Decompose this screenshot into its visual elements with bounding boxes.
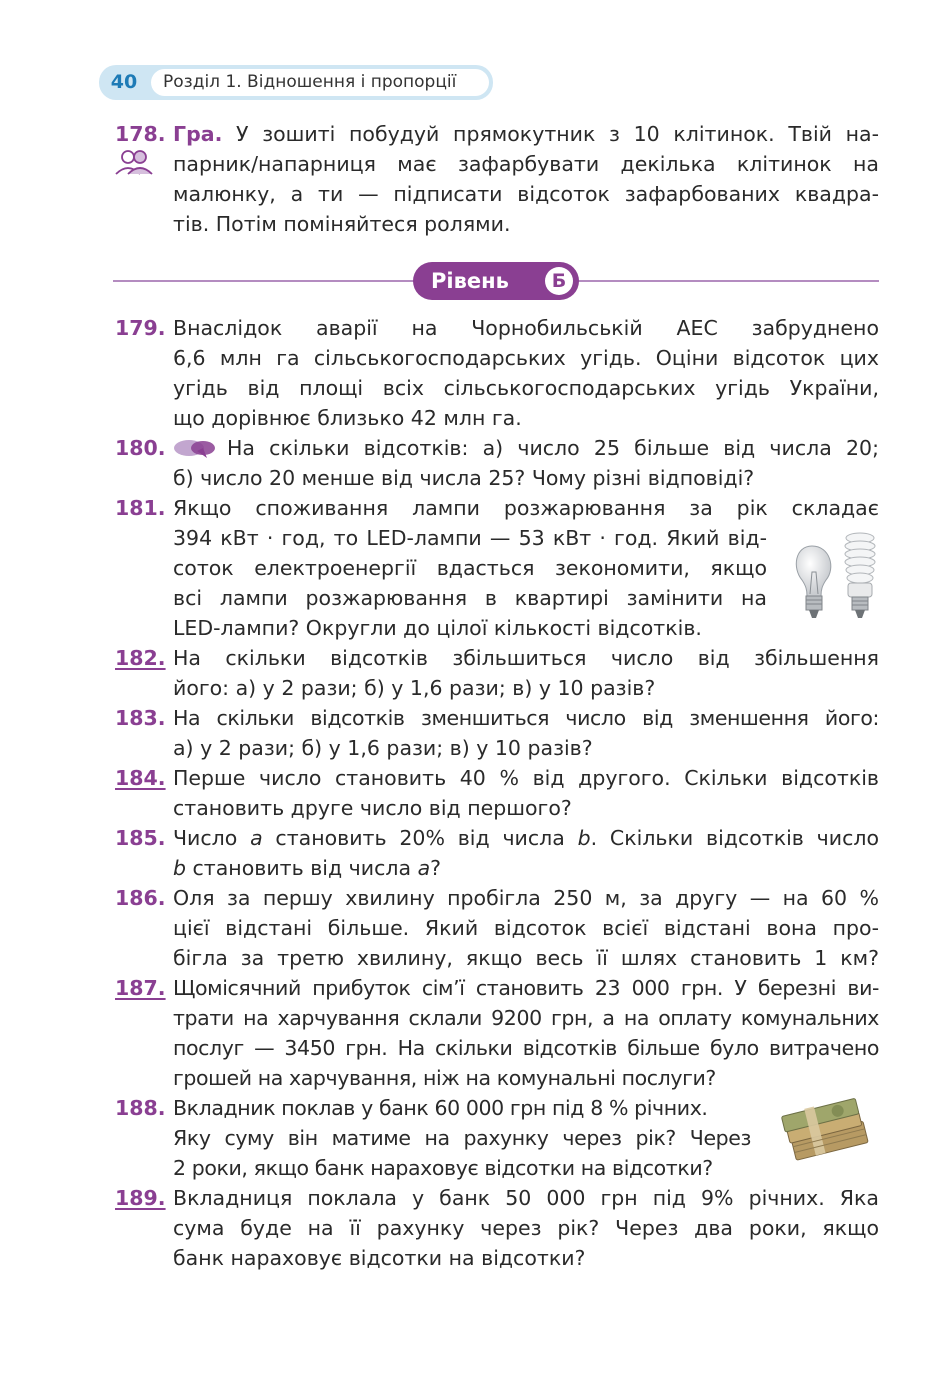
problem-number-180: 180. xyxy=(115,436,166,460)
problem-188-line-1: Вкладник поклав у банк 60 000 грн під 8 % річних. xyxy=(173,1096,708,1120)
problem-178-line-2: парник/напарниця має зафарбувати декілька клітинок на xyxy=(173,152,879,176)
problem-189-line-2: сума буде на її рахунку через рік? Через два роки, якщо xyxy=(173,1216,879,1240)
variable-a: a xyxy=(417,856,431,880)
chapter-title: Розділ 1. Відношення і пропорції xyxy=(151,69,489,96)
problem-186-line-2: цієї відстані більше. Який відсоток всієї відстані вона про- xyxy=(173,916,879,940)
variable-b: b xyxy=(173,856,187,880)
problem-187-line-1: Щомісячний прибуток сім’ї становить 23 000 грн. У березні ви- xyxy=(173,976,879,1000)
discussion-icon xyxy=(173,438,217,460)
problem-189-line-3: банк нараховує відсотки на відсотки? xyxy=(173,1246,586,1270)
problem-187-line-3: послуг — 3450 грн. На скільки відсотків більше було витрачено xyxy=(173,1036,879,1060)
problem-184-line-1: Перше число становить 40 % від другого. Скільки відсотків xyxy=(173,766,879,790)
problem-188-line-3: 2 роки, якщо банк нараховує відсотки на відсотки? xyxy=(173,1156,713,1180)
pair-work-icon xyxy=(112,148,156,178)
money-stack-image xyxy=(780,1090,875,1162)
level-letter: Б xyxy=(545,267,573,295)
page-header xyxy=(99,65,493,100)
problem-189-line-1: Вкладниця поклала у банк 50 000 грн під 9% річних. Яка xyxy=(173,1186,879,1210)
problem-187-line-2: трати на харчування склали 9200 грн, а на оплату комунальних xyxy=(173,1006,879,1030)
problem-187-line-4: грошей на харчування, ніж на комунальні послуги? xyxy=(173,1066,716,1090)
problem-number-179: 179. xyxy=(115,316,166,340)
variable-b: b xyxy=(577,826,591,850)
problem-179-line-4: що дорівнює близько 42 млн га. xyxy=(173,406,522,430)
problem-181-line-5: LED-лампи? Округли до цілої кількості відсотків. xyxy=(173,616,702,640)
problem-182-line-1: На скільки відсотків збільшиться число від збільшення xyxy=(173,646,879,670)
problem-number-187: 187. xyxy=(115,976,166,1000)
problem-188-line-2: Яку суму він матиме на рахунку через рік? Через xyxy=(173,1126,751,1150)
problem-183-line-2: а) у 2 рази; б) у 1,6 рази; в) у 10 разів? xyxy=(173,736,593,760)
level-badge xyxy=(413,262,579,300)
problem-184-line-2: становить друге число від першого? xyxy=(173,796,572,820)
problem-178-line-3: малюнку, а ти — підписати відсоток зафарбованих квадра- xyxy=(173,182,879,206)
problem-181-line-2: 394 кВт · год, то LED-лампи — 53 кВт · год. Який від- xyxy=(173,526,767,550)
problem-186-line-1: Оля за першу хвилину пробігла 250 м, за другу — на 60 % xyxy=(173,886,879,910)
problem-number-183: 183. xyxy=(115,706,166,730)
problem-181-line-1: Якщо споживання лампи розжарювання за рік складає xyxy=(173,496,879,520)
page-number: 40 xyxy=(110,71,138,93)
problem-182-line-2: його: а) у 2 рази; б) у 1,6 рази; в) у 10 разів? xyxy=(173,676,656,700)
problem-number-181: 181. xyxy=(115,496,166,520)
problem-number-182: 182. xyxy=(115,646,166,670)
problem-number-184: 184. xyxy=(115,766,166,790)
problem-179-line-2: 6,6 млн га сільськогосподарських угідь. Оціни відсоток цих xyxy=(173,346,879,370)
problem-number-178: 178. xyxy=(115,122,166,146)
problem-183-line-1: На скільки відсотків зменшиться число від зменшення його: xyxy=(173,706,879,730)
problem-185-line-2: b становить від числа a? xyxy=(173,856,442,880)
problem-178-line-1: Гра. У зошиті побудуй прямокутник з 10 клітинок. Твій на- xyxy=(173,122,879,146)
problem-number-186: 186. xyxy=(115,886,166,910)
game-label: Гра. xyxy=(173,122,223,146)
light-bulbs-image xyxy=(790,528,885,628)
problem-number-188: 188. xyxy=(115,1096,166,1120)
problem-180-line-2: б) число 20 менше від числа 25? Чому різні відповіді? xyxy=(173,466,755,490)
problem-179-line-3: угідь від площі всіх сільськогосподарських угідь України, xyxy=(173,376,879,400)
problem-180-line-1: На скільки відсотків: а) число 25 більше від числа 20; xyxy=(227,436,879,460)
problem-number-189: 189. xyxy=(115,1186,166,1210)
problem-179-line-1: Внаслідок аварії на Чорнобильській АЕС забруднено xyxy=(173,316,879,340)
problem-number-185: 185. xyxy=(115,826,166,850)
variable-a: a xyxy=(250,826,263,850)
level-label: Рівень xyxy=(431,269,509,293)
problem-181-line-4: всі лампи розжарювання в квартирі замінити на xyxy=(173,586,767,610)
problem-178-line-4: тів. Потім поміняйтеся ролями. xyxy=(173,212,511,236)
problem-181-line-3: соток електроенергії вдасться зекономити, якщо xyxy=(173,556,767,580)
problem-185-line-1: Число a становить 20% від числа b. Скільки відсотків число xyxy=(173,826,879,850)
problem-186-line-3: бігла за третю хвилину, якщо весь її шлях становить 1 км? xyxy=(173,946,879,970)
